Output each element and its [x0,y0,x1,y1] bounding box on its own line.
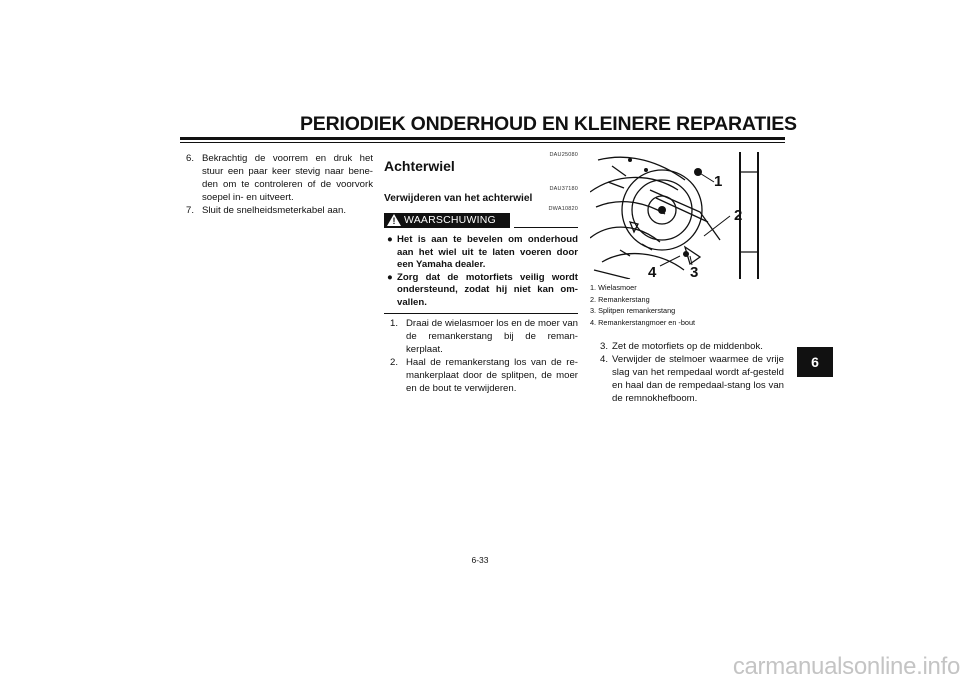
step-text: Bekrachtig de voorrem en druk het stuur een paar keer stevig naar bene-den om te controleren of de voorvork soepel in- en uitveert. [202,153,373,203]
step-text: Verwijder de stelmoer waarmee de vrije slag van het rempedaal wordt af-gesteld en haal dan de rempedaal-stang los van de remnokhefboom. [612,354,784,404]
column-2-steps [384,317,578,395]
warning-bullet [384,234,578,272]
figure-callout-4: 4 [648,264,657,279]
warning-bullet-text: Het is aan te bevelen om onderhoud aan het wiel uit te laten voeren door een Yamaha dealer. [397,234,578,271]
reference-code: DWA10820 [548,206,578,212]
warning-header [384,213,578,229]
page-header-title: PERIODIEK ONDERHOUD EN KLEINERE REPARATIES [300,113,797,135]
warning-label: WAARSCHUWING [404,214,496,226]
legend-item: 3. Splitpen remankerstang [590,306,676,316]
bullet-icon: ● [387,271,393,283]
step-number: 6. [186,153,195,164]
reference-code: DAU25080 [549,152,578,158]
column-3-steps [590,340,784,405]
step-7 [180,204,373,217]
column-1 [180,152,373,217]
warning-bullet-text: Zorg dat de motorfiets veilig wordt ondersteund, zodat hij niet kan om-vallen. [397,271,578,308]
step-number: 4. [600,354,609,365]
step-number: 2. [390,357,399,368]
header-rule-thick [180,137,785,140]
bullet-icon: ● [387,234,393,245]
warning-bullets [384,234,578,310]
section-heading: Achterwiel [384,158,455,174]
warning-rule [514,227,578,228]
legend-item: 4. Remankerstangmoer en -bout [590,317,696,327]
rear-wheel-illustration [590,152,784,279]
figure-callout-1: 1 [714,173,723,190]
header-rule-thin [180,142,785,143]
step-1 [384,317,578,356]
chapter-tab: 6 [797,347,833,377]
step-number: 7. [186,205,195,216]
step-3 [590,340,784,353]
warning-bullet [384,272,578,310]
warning-badge: ! WAARSCHUWING [384,213,510,228]
figure-legend [590,282,784,328]
figure-callout-2: 2 [734,207,743,224]
figure-callout-3: 3 [690,264,699,279]
warning-bottom-rule [384,313,578,314]
subsection-heading: Verwijderen van het achterwiel [384,193,533,204]
step-text: Draai de wielasmoer los en de moer van de remankerstang bij de reman-kerplaat. [406,318,578,355]
step-text: Sluit de snelheidsmeterkabel aan. [202,205,346,216]
legend-item: 1. Wielasmoer [590,283,637,292]
step-number: 3. [600,341,609,352]
step-text: Zet de motorfiets op de middenbok. [612,341,763,352]
page-number: 6-33 [471,555,489,565]
reference-code: DAU37180 [549,186,578,192]
step-text: Haal de remankerstang los van de re-mankerplaat door de splitpen, de moer en de bout te verwijderen. [406,357,578,394]
rear-wheel-drawing [590,152,784,279]
legend-item: 2. Remankerstang [590,294,650,304]
step-number: 1. [390,318,399,329]
watermark: carmanualsonline.info [732,653,960,680]
step-4 [590,353,784,405]
step-6 [180,152,373,204]
step-2 [384,356,578,395]
